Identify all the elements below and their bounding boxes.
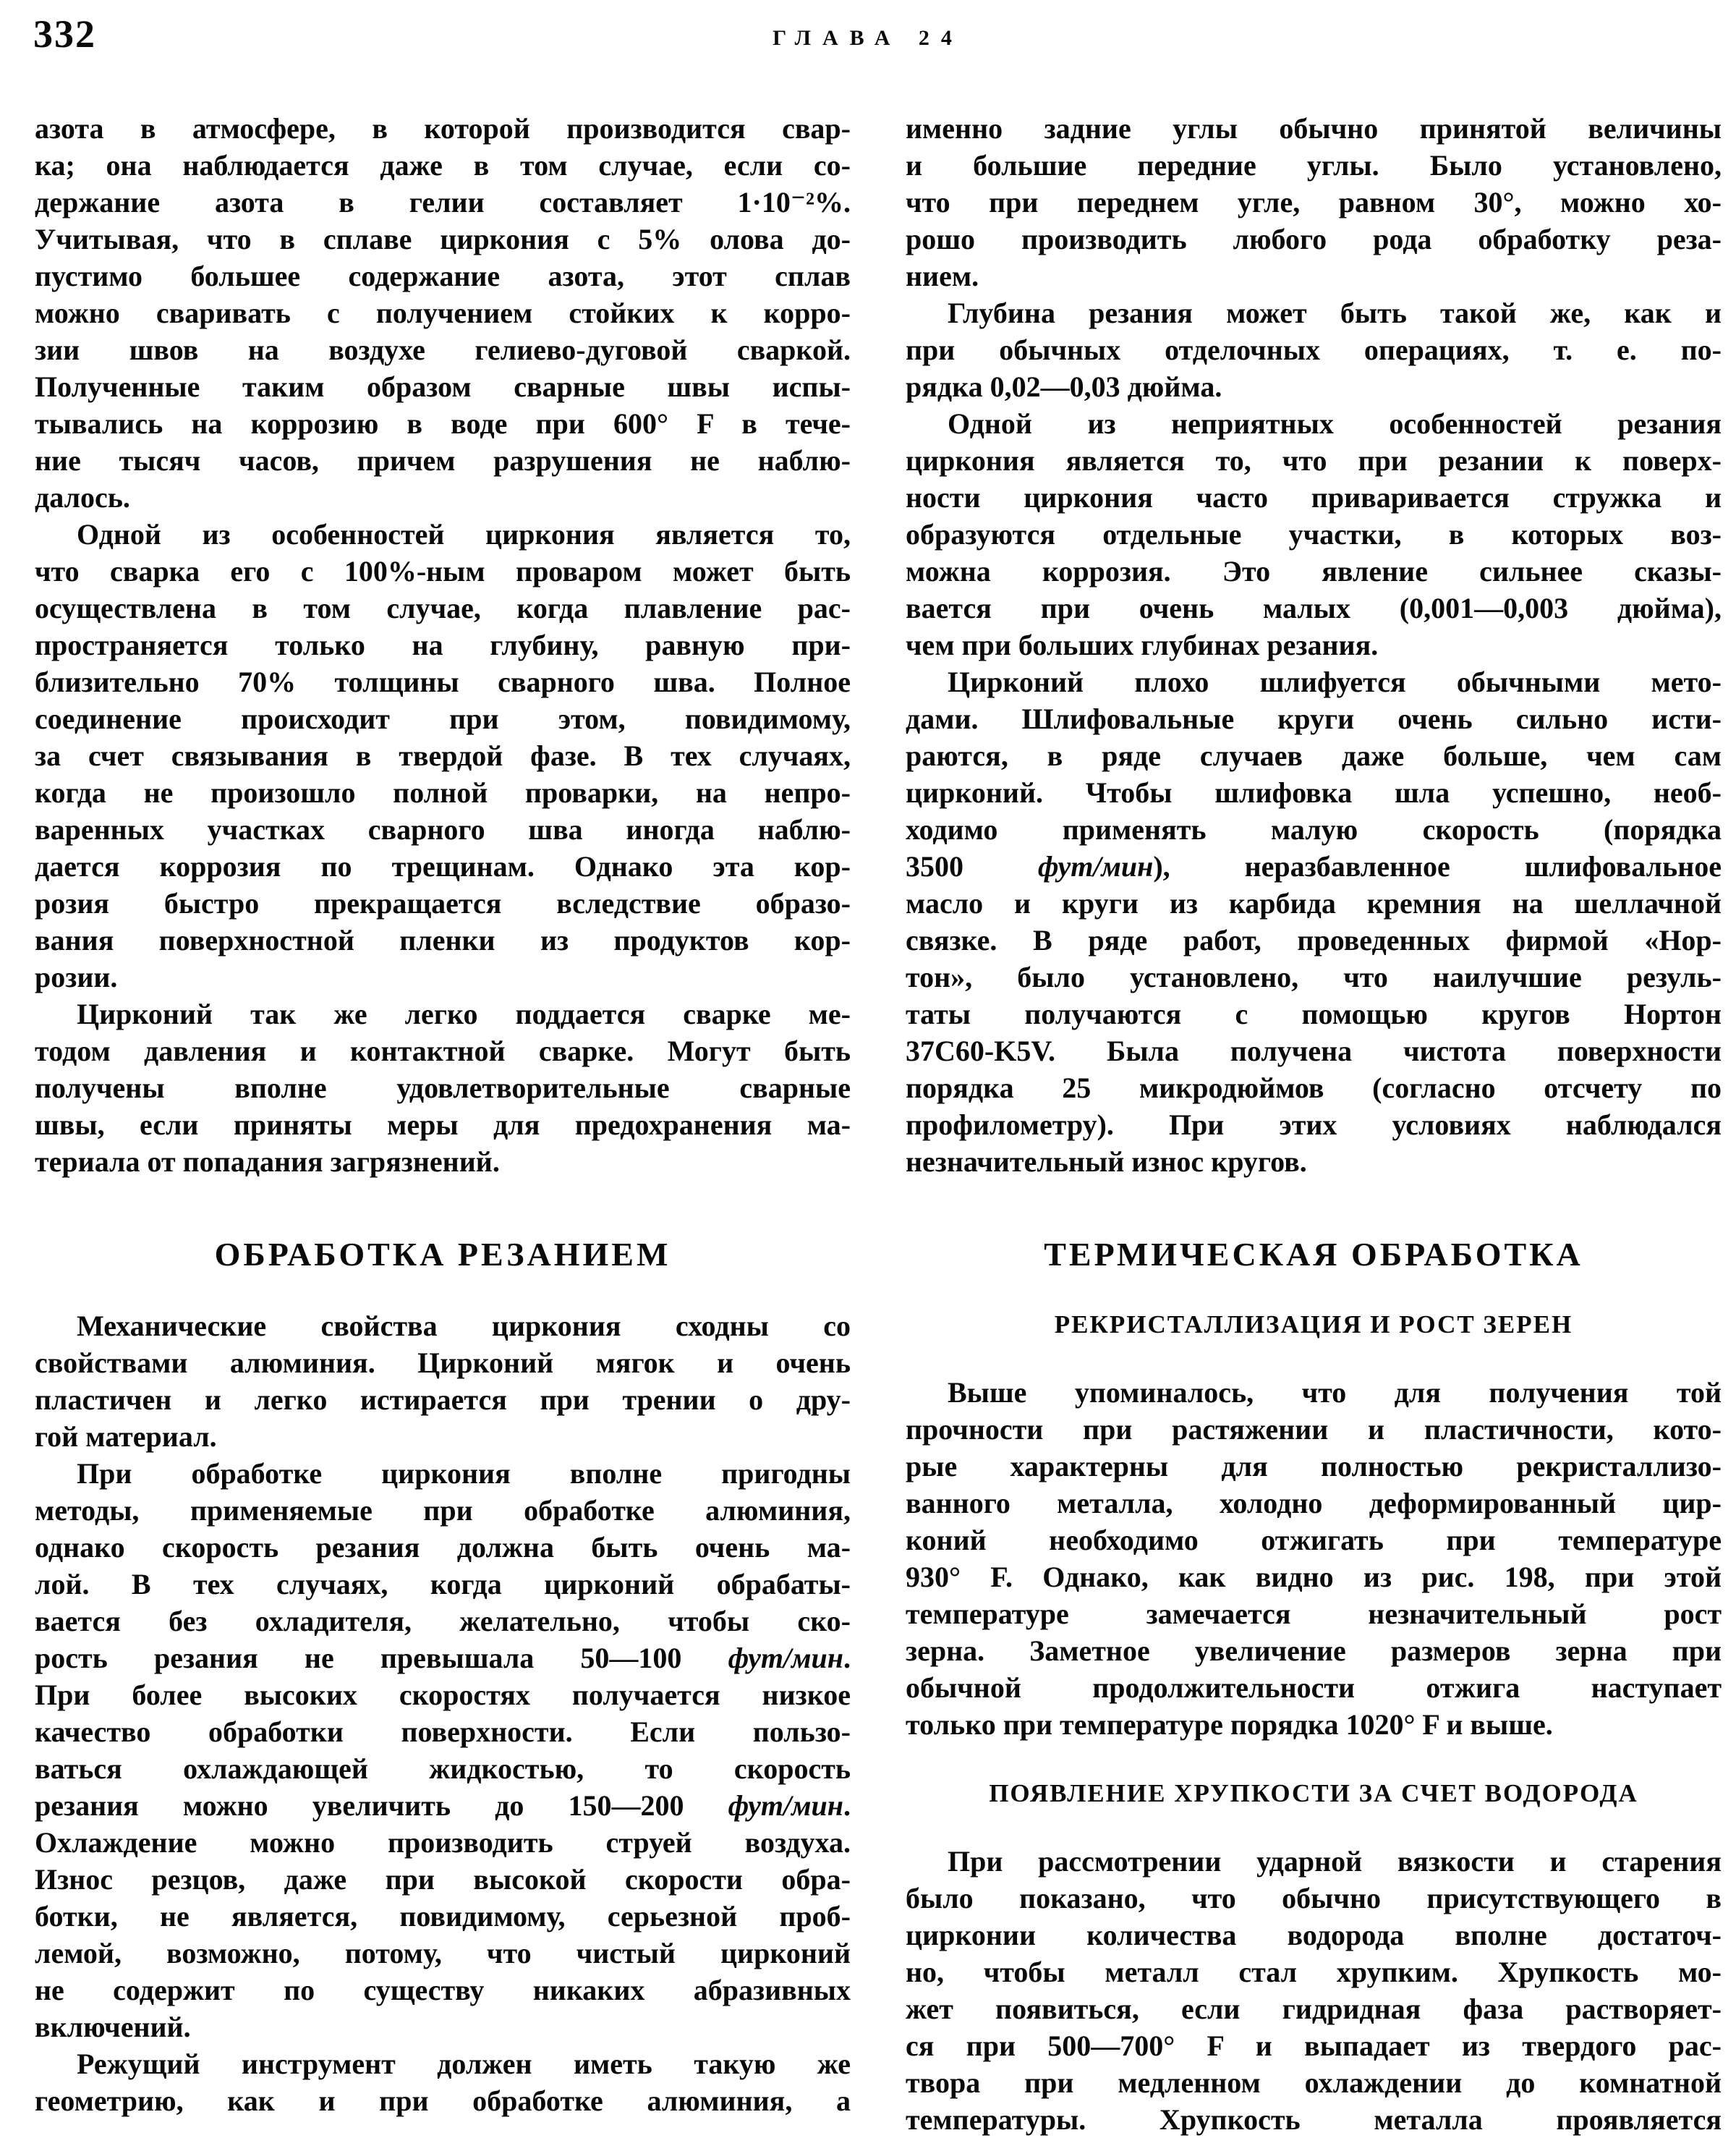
text-run: Механические свойства циркония сходны со: [77, 1310, 851, 1342]
text-line: [35, 1143, 851, 1180]
text-run: ходимо применять малую скорость (порядка: [906, 813, 1722, 846]
paragraph: [906, 1374, 1722, 1743]
text-line: [906, 294, 1722, 331]
text-run: .: [843, 1642, 851, 1674]
text-line: [906, 2027, 1722, 2064]
text-line: [906, 848, 1722, 885]
text-run: циркония является то, что при резании к поверх-: [906, 444, 1722, 477]
text-line: [35, 1032, 851, 1069]
text-run: близительно 70% толщины сварного шва. Полное: [35, 666, 851, 698]
text-run: твора при медленном охлаждении до комнатной: [906, 2066, 1722, 2099]
text-run: соединение происходит при этом, повидимому,: [35, 703, 851, 735]
text-line: [906, 405, 1722, 442]
text-line: [35, 479, 851, 516]
text-line: [906, 774, 1722, 811]
text-line: [35, 1381, 851, 1418]
text-line: [35, 885, 851, 922]
text-line: [35, 848, 851, 885]
text-line: [906, 1669, 1722, 1706]
text-line: [906, 221, 1722, 258]
text-line: [35, 1307, 851, 1344]
text-run: ние тысяч часов, причем разрушения не наблю-: [35, 444, 851, 477]
text-line: [35, 110, 851, 147]
text-run: резания можно увеличить до 150—200: [35, 1789, 728, 1822]
text-line: [35, 1935, 851, 1972]
text-line: [906, 1485, 1722, 1522]
text-line: [35, 147, 851, 184]
text-run: свойствами алюминия. Цирконий мягок и очень: [35, 1346, 851, 1379]
text-run: порядка 25 микродюймов (согласно отсчету по: [906, 1072, 1722, 1104]
text-run: рядка 0,02—0,03 дюйма.: [906, 370, 1222, 403]
text-line: [906, 331, 1722, 368]
text-line: [35, 1418, 851, 1455]
text-run: за счет связывания в твердой фазе. В тех случаях,: [35, 739, 851, 772]
text-run: получены вполне удовлетворительные сварные: [35, 1072, 851, 1104]
text-run: связке. В ряде работ, проведенных фирмой «Нор-: [906, 924, 1722, 956]
text-run: При обработке циркония вполне пригодны: [77, 1457, 851, 1490]
text-run: ботки, не является, повидимому, серьезной проб-: [35, 1900, 851, 1933]
text-run: вания поверхностной пленки из продуктов кор-: [35, 924, 851, 956]
text-run: коний необходимо отжигать при температуре: [906, 1524, 1722, 1556]
paragraph: [35, 1307, 851, 1455]
section-heading: ТЕРМИЧЕСКАЯ ОБРАБОТКА: [1044, 1236, 1583, 1273]
text-run: зерна. Заметное увеличение размеров зерна при: [906, 1634, 1722, 1667]
text-run: вается при очень малых (0,001—0,003 дюйма),: [906, 592, 1722, 624]
text-run: температуры. Хрупкость металла проявляется: [906, 2103, 1722, 2136]
text-line: [906, 258, 1722, 294]
text-line: [35, 1861, 851, 1898]
text-line: [35, 1492, 851, 1529]
text-run: рошо производить любого рода обработку реза-: [906, 223, 1722, 255]
text-line: [906, 184, 1722, 221]
text-run: было показано, что обычно присутствующего в: [906, 1882, 1722, 1914]
text-line: [906, 368, 1722, 405]
paragraph: [906, 405, 1722, 663]
text-line: [906, 1522, 1722, 1558]
text-line: [906, 1706, 1722, 1743]
text-line: [906, 1143, 1722, 1180]
text-run: Режущий инструмент должен иметь такую же: [77, 2048, 851, 2080]
page-number: 332: [33, 12, 96, 56]
text-line: [906, 442, 1722, 479]
text-line: [35, 1069, 851, 1106]
text-line: [35, 1676, 851, 1713]
text-line: [35, 405, 851, 442]
text-line: [35, 1566, 851, 1603]
text-line: [906, 1558, 1722, 1595]
text-run: дается коррозия по трещинам. Однако эта кор-: [35, 850, 851, 883]
section-heading: ОБРАБОТКА РЕЗАНИЕМ: [214, 1236, 671, 1273]
text-run: ваться охлаждающей жидкостью, то скорость: [35, 1752, 851, 1785]
text-run: лемой, возможно, потому, что чистый цирконий: [35, 1937, 851, 1969]
text-run: профилометру). При этих условиях наблюдался: [906, 1108, 1722, 1141]
text-line: [35, 1344, 851, 1381]
text-line: [35, 294, 851, 331]
text-line: [35, 258, 851, 294]
text-run: далось.: [35, 481, 130, 514]
text-run: гой материал.: [35, 1420, 217, 1453]
text-run: при обычных отделочных операциях, т. е. по-: [906, 334, 1722, 366]
text-line: [35, 368, 851, 405]
text-run: лой. В тех случаях, когда цирконий обрабаты-: [35, 1568, 851, 1600]
text-run: пластичен и легко истирается при трении о дру-: [35, 1383, 851, 1416]
text-run: методы, применяемые при обработке алюминия,: [35, 1494, 851, 1527]
text-line: [35, 553, 851, 590]
text-run: вается без охладителя, желательно, чтобы ско-: [35, 1605, 851, 1637]
text-run: прочности при растяжении и пластичности, кото-: [906, 1413, 1722, 1446]
text-column-left: [35, 110, 851, 2119]
text-run: геометрию, как и при обработке алюминия, а: [35, 2084, 851, 2117]
text-run: 3500: [906, 850, 1038, 883]
text-line: [906, 959, 1722, 996]
text-column-right: [906, 110, 1722, 2138]
text-line: [906, 627, 1722, 663]
text-run: розии.: [35, 961, 118, 993]
text-run: пустимо большее содержание азота, этот сплав: [35, 260, 851, 292]
text-line: [35, 2082, 851, 2119]
paragraph: [35, 996, 851, 1180]
text-run: только при температуре порядка 1020° F и выше.: [906, 1708, 1553, 1741]
paragraph: [35, 2045, 851, 2119]
text-line: [906, 700, 1722, 737]
text-line: [35, 331, 851, 368]
text-line: [35, 221, 851, 258]
text-line: [35, 516, 851, 553]
text-line: [906, 1880, 1722, 1917]
text-line: [906, 1448, 1722, 1485]
text-run: Одной из особенностей циркония является то,: [77, 518, 851, 551]
text-run: осуществлена в том случае, когда плавление рас-: [35, 592, 851, 624]
text-run: но, чтобы металл стал хрупким. Хрупкость мо-: [906, 1956, 1722, 1988]
paragraph: [906, 110, 1722, 294]
italic-text: фут/мин: [1037, 850, 1154, 883]
text-run: Цирконий так же легко поддается сварке ме-: [77, 998, 851, 1030]
text-line: [906, 1069, 1722, 1106]
text-line: [906, 1917, 1722, 1954]
text-line: [35, 1824, 851, 1861]
text-run: чем при больших глубинах резания.: [906, 629, 1379, 661]
text-line: [906, 1411, 1722, 1448]
paragraph: [35, 516, 851, 996]
text-run: Выше упоминалось, что для получения той: [948, 1376, 1722, 1409]
text-run: качество обработки поверхности. Если пользо-: [35, 1715, 851, 1748]
text-line: [906, 1032, 1722, 1069]
text-run: рость резания не превышала 50—100: [35, 1642, 728, 1674]
text-run: варенных участках сварного шва иногда наблю-: [35, 813, 851, 846]
section-subheading: ПОЯВЛЕНИЕ ХРУПКОСТИ ЗА СЧЕТ ВОДОРОДА: [989, 1779, 1638, 1807]
text-run: обычной продолжительности отжига наступает: [906, 1671, 1722, 1704]
text-run: ся при 500—700° F и выпадает из твердого рас-: [906, 2029, 1722, 2062]
text-run: и большие передние углы. Было установлено,: [906, 149, 1722, 182]
text-run: Учитывая, что в сплаве циркония с 5% олова до-: [35, 223, 851, 255]
text-line: [35, 590, 851, 627]
text-line: [906, 1954, 1722, 1990]
text-run: Глубина резания может быть такой же, как и: [948, 297, 1722, 329]
text-run: При рассмотрении ударной вязкости и старения: [948, 1845, 1722, 1878]
text-line: [35, 774, 851, 811]
text-line: [35, 922, 851, 959]
text-line: [906, 922, 1722, 959]
text-line: [35, 1750, 851, 1787]
paragraph: [35, 110, 851, 516]
italic-text: фут/мин: [728, 1789, 843, 1822]
text-line: [906, 663, 1722, 700]
text-run: 37C60-K5V. Была получена чистота поверхности: [906, 1035, 1722, 1067]
text-run: швы, если приняты меры для предохранения ма-: [35, 1108, 851, 1141]
text-line: [35, 2045, 851, 2082]
text-line: [906, 479, 1722, 516]
text-run: цирконии количества водорода вполне достаточ-: [906, 1919, 1722, 1951]
text-line: [35, 1529, 851, 1566]
text-run: тодом давления и контактной сварке. Могут быть: [35, 1035, 851, 1067]
text-line: [906, 996, 1722, 1032]
text-line: [906, 516, 1722, 553]
text-run: не содержит по существу никаких абразивных: [35, 1974, 851, 2006]
text-line: [35, 996, 851, 1032]
text-run: Одной из неприятных особенностей резания: [948, 407, 1722, 440]
text-run: дами. Шлифовальные круги очень сильно исти-: [906, 703, 1722, 735]
text-line: [906, 1374, 1722, 1411]
text-run: Износ резцов, даже при высокой скорости обра-: [35, 1863, 851, 1896]
text-line: [35, 700, 851, 737]
text-line: [906, 1106, 1722, 1143]
text-run: держание азота в гелии составляет 1·10⁻²%.: [35, 186, 851, 219]
text-line: [35, 1106, 851, 1143]
text-line: [35, 959, 851, 996]
text-run: розия быстро прекращается вследствие образо-: [35, 887, 851, 920]
text-line: [906, 1990, 1722, 2027]
text-run: раются, в ряде случаев даже больше, чем сам: [906, 739, 1722, 772]
text-line: [35, 1603, 851, 1639]
running-head: [0, 26, 1736, 51]
text-run: включений.: [35, 2011, 191, 2043]
text-run: тон», было установлено, что наилучшие резуль-: [906, 961, 1722, 993]
text-line: [906, 1843, 1722, 1880]
text-run: таты получаются с помощью кругов Нортон: [906, 998, 1722, 1030]
text-line: [906, 885, 1722, 922]
text-run: ), неразбавленное шлифовальное: [1153, 850, 1722, 883]
text-line: [35, 1713, 851, 1750]
text-run: Охлаждение можно производить струей воздуха.: [35, 1826, 851, 1859]
paragraph: [906, 294, 1722, 405]
text-run: Полученные таким образом сварные швы испы-: [35, 370, 851, 403]
text-line: [35, 1455, 851, 1492]
text-line: [35, 627, 851, 663]
text-run: пространяется только на глубину, равную при-: [35, 629, 851, 661]
text-run: когда не произошло полной проварки, на непро-: [35, 776, 851, 809]
text-run: Цирконий плохо шлифуется обычными мето-: [948, 666, 1722, 698]
text-run: образуются отдельные участки, в которых воз-: [906, 518, 1722, 551]
text-line: [906, 737, 1722, 774]
text-run: ванного металла, холодно деформированный цир-: [906, 1487, 1722, 1519]
text-line: [906, 553, 1722, 590]
text-run: можно сваривать с получением стойких к корро-: [35, 297, 851, 329]
text-line: [906, 110, 1722, 147]
text-run: масло и круги из карбида кремния на шеллачной: [906, 887, 1722, 920]
text-line: [906, 1632, 1722, 1669]
text-run: нием.: [906, 260, 979, 292]
text-line: [906, 811, 1722, 848]
text-run: однако скорость резания должна быть очень ма-: [35, 1531, 851, 1564]
text-run: ности циркония часто приваривается стружка и: [906, 481, 1722, 514]
text-line: [906, 1595, 1722, 1632]
paragraph: [906, 1843, 1722, 2138]
text-run: тывались на коррозию в воде при 600° F в тече-: [35, 407, 851, 440]
italic-text: фут/мин: [728, 1642, 843, 1674]
text-run: что сварка его с 100%-ным проваром может быть: [35, 555, 851, 587]
text-run: цирконий. Чтобы шлифовка шла успешно, необ-: [906, 776, 1722, 809]
text-line: [906, 590, 1722, 627]
text-line: [35, 184, 851, 221]
text-run: .: [843, 1789, 851, 1822]
text-run: что при переднем угле, равном 30°, можно хо-: [906, 186, 1722, 219]
text-run: можна коррозия. Это явление сильнее сказы-: [906, 555, 1722, 587]
section-subheading: РЕКРИСТАЛЛИЗАЦИЯ И РОСТ ЗЕРЕН: [1054, 1310, 1573, 1339]
text-run: азота в атмосфере, в которой производится свар-: [35, 112, 851, 145]
text-run: рые характерны для полностью рекристаллизо-: [906, 1450, 1722, 1482]
text-line: [35, 2008, 851, 2045]
text-line: [35, 737, 851, 774]
text-run: ка; она наблюдается даже в том случае, если со-: [35, 149, 851, 182]
paragraph: [906, 663, 1722, 1180]
text-run: температуре замечается незначительный рост: [906, 1598, 1722, 1630]
text-line: [35, 1972, 851, 2008]
text-line: [35, 663, 851, 700]
paragraph: [35, 1455, 851, 2045]
chapter-heading: ГЛАВА 24: [773, 26, 963, 50]
text-run: зии швов на воздухе гелиево-дуговой сваркой.: [35, 334, 851, 366]
text-line: [35, 1898, 851, 1935]
text-run: териала от попадания загрязнений.: [35, 1145, 500, 1178]
text-line: [35, 811, 851, 848]
text-line: [35, 1639, 851, 1676]
text-run: именно задние углы обычно принятой величины: [906, 112, 1722, 145]
text-run: При более высоких скоростях получается низкое: [35, 1679, 851, 1711]
text-run: 930° F. Однако, как видно из рис. 198, при этой: [906, 1561, 1722, 1593]
text-line: [906, 2101, 1722, 2138]
text-line: [35, 442, 851, 479]
text-line: [906, 147, 1722, 184]
text-line: [35, 1787, 851, 1824]
text-run: жет появиться, если гидридная фаза растворяет-: [906, 1993, 1722, 2025]
text-run: незначительный износ кругов.: [906, 1145, 1307, 1178]
text-line: [906, 2064, 1722, 2101]
